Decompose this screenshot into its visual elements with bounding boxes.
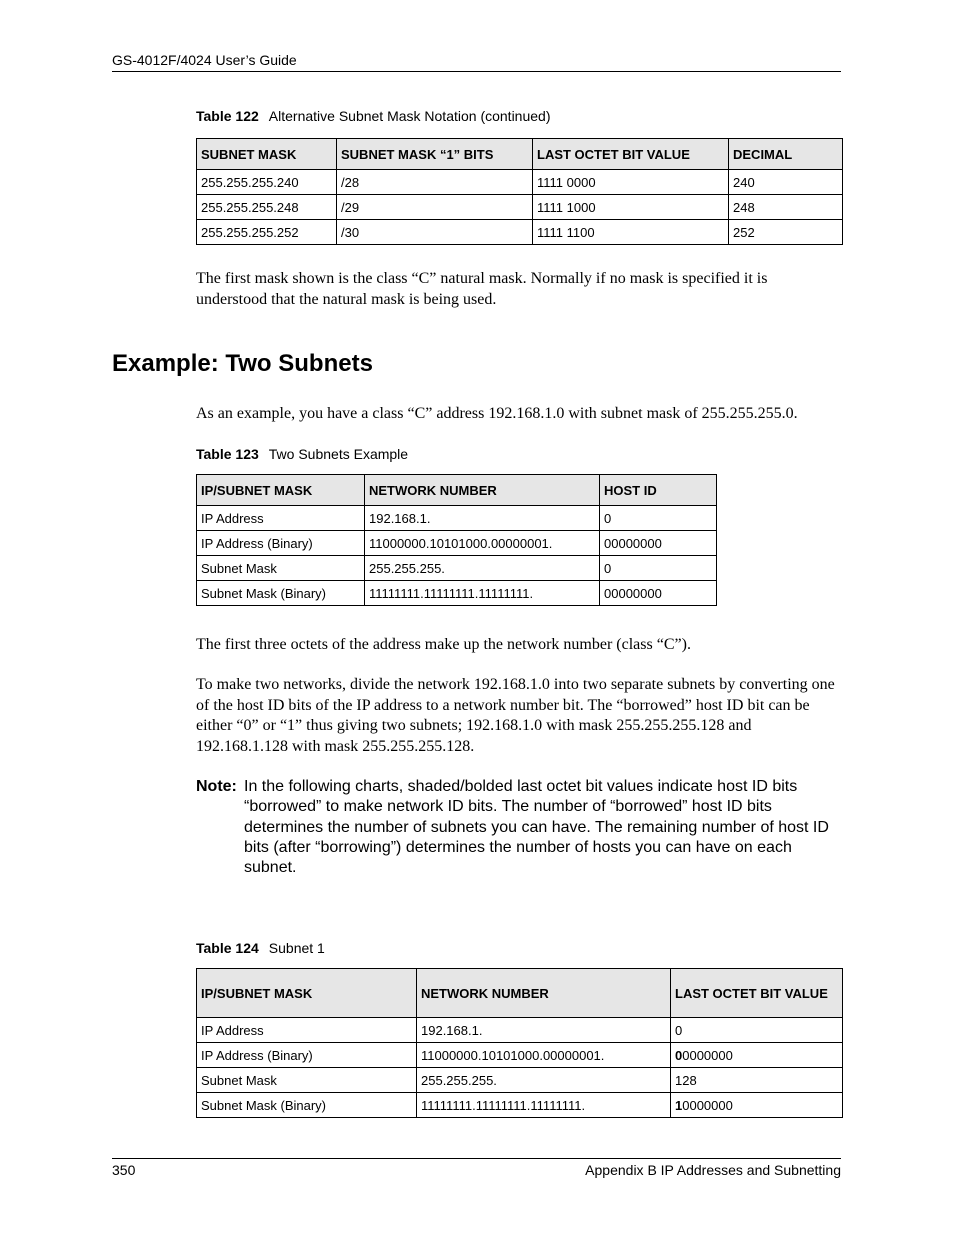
paragraph-natural-mask: The first mask shown is the class “C” natural mask. Normally if no mask is specified it is understood that the natural mask is being used. bbox=[196, 270, 768, 308]
table-cell: IP Address (Binary) bbox=[197, 531, 365, 556]
table-122-caption bbox=[196, 108, 551, 124]
column-header: SUBNET MASK “1” BITS bbox=[337, 139, 533, 170]
table-123 bbox=[196, 474, 717, 606]
remaining-bits: 128 bbox=[675, 1072, 697, 1088]
table-124-title: Subnet 1 bbox=[268, 940, 325, 956]
column-header: NETWORK NUMBER bbox=[365, 475, 600, 506]
table-cell: 192.168.1. bbox=[417, 1018, 671, 1043]
column-header: LAST OCTET BIT VALUE bbox=[533, 139, 729, 170]
table-cell: 255.255.255.252 bbox=[197, 220, 337, 245]
table-cell: 00000000 bbox=[600, 531, 717, 556]
paragraph-octets: The first three octets of the address make up the network number (class “C”). bbox=[196, 636, 691, 653]
table-cell: Subnet Mask (Binary) bbox=[197, 581, 365, 606]
note-label: Note: bbox=[196, 778, 237, 795]
table-124 bbox=[196, 968, 843, 1118]
column-header: IP/SUBNET MASK bbox=[197, 969, 417, 1018]
note-text: In the following charts, shaded/bolded last octet bit values indicate host ID bits “borrowed” to make network ID bits. The number of “borrowed” host ID bits determines the number of subnets you can have. The remaining number of host ID bits (after “borrowing”) determines the number of hosts you can have on each subnet. bbox=[244, 778, 829, 877]
table-header-row bbox=[197, 969, 843, 1018]
table-cell: /29 bbox=[337, 195, 533, 220]
table-cell: 00000000 bbox=[600, 581, 717, 606]
table-cell: 240 bbox=[729, 170, 843, 195]
table-row bbox=[197, 1068, 843, 1093]
header-title: GS-4012F/4024 User’s Guide bbox=[112, 52, 297, 68]
table-row bbox=[197, 220, 843, 245]
table-cell: 11000000.10101000.00000001. bbox=[365, 531, 600, 556]
table-row bbox=[197, 170, 843, 195]
table-cell: 248 bbox=[729, 195, 843, 220]
table-row bbox=[197, 195, 843, 220]
table-123-title: Two Subnets Example bbox=[268, 446, 409, 462]
table-124-number: Table 124 bbox=[196, 940, 259, 956]
table-row bbox=[197, 1093, 843, 1118]
table-cell: IP Address (Binary) bbox=[197, 1043, 417, 1068]
paragraph-two-networks: To make two networks, divide the network 192.168.1.0 into two separate subnets by converting one of the host ID bits of the IP address to a network number bit. The “borrowed” host ID bit can be either “0” or “1” thus giving two subnets; 192.168.1.0 with mask 255.255.255.128 and 192.168.1.128 with mask 255.255.255.128. bbox=[196, 676, 835, 755]
borrowed-bit: 1 bbox=[675, 1097, 683, 1113]
table-row bbox=[197, 506, 717, 531]
table-cell bbox=[671, 1043, 843, 1068]
table-122-title: Alternative Subnet Mask Notation (continued) bbox=[268, 108, 551, 124]
column-header: NETWORK NUMBER bbox=[417, 969, 671, 1018]
table-cell: 11111111.11111111.11111111. bbox=[365, 581, 600, 606]
table-cell bbox=[671, 1018, 843, 1043]
table-cell bbox=[671, 1093, 843, 1118]
table-122-number: Table 122 bbox=[196, 108, 259, 124]
table-cell: IP Address bbox=[197, 1018, 417, 1043]
table-cell: 11000000.10101000.00000001. bbox=[417, 1043, 671, 1068]
column-header: IP/SUBNET MASK bbox=[197, 475, 365, 506]
table-122 bbox=[196, 138, 843, 245]
table-cell: 255.255.255. bbox=[365, 556, 600, 581]
table-row bbox=[197, 581, 717, 606]
table-row bbox=[197, 531, 717, 556]
table-cell: Subnet Mask (Binary) bbox=[197, 1093, 417, 1118]
borrowed-bit: 0 bbox=[675, 1047, 683, 1063]
paragraph-example-intro: As an example, you have a class “C” address 192.168.1.0 with subnet mask of 255.255.255.0. bbox=[196, 405, 798, 422]
table-cell bbox=[671, 1068, 843, 1093]
table-123-number: Table 123 bbox=[196, 446, 259, 462]
column-header: SUBNET MASK bbox=[197, 139, 337, 170]
remaining-bits: 0 bbox=[675, 1022, 683, 1038]
footer-section-title: Appendix B IP Addresses and Subnetting bbox=[585, 1162, 841, 1178]
table-cell: 1111 1000 bbox=[533, 195, 729, 220]
table-cell: /28 bbox=[337, 170, 533, 195]
remaining-bits: 0000000 bbox=[682, 1047, 733, 1063]
table-cell: 1111 0000 bbox=[533, 170, 729, 195]
table-cell: Subnet Mask bbox=[197, 556, 365, 581]
header-rule bbox=[112, 71, 841, 72]
table-row bbox=[197, 1043, 843, 1068]
remaining-bits: 0000000 bbox=[682, 1097, 733, 1113]
note-block bbox=[196, 777, 841, 878]
table-row bbox=[197, 556, 717, 581]
column-header: LAST OCTET BIT VALUE bbox=[671, 969, 843, 1018]
table-123-caption bbox=[196, 446, 408, 462]
column-header: DECIMAL bbox=[729, 139, 843, 170]
page-number: 350 bbox=[112, 1162, 136, 1178]
table-124-caption bbox=[196, 940, 325, 956]
table-cell: IP Address bbox=[197, 506, 365, 531]
table-row bbox=[197, 1018, 843, 1043]
table-cell: 1111 1100 bbox=[533, 220, 729, 245]
table-header-row bbox=[197, 475, 717, 506]
table-cell: 255.255.255.248 bbox=[197, 195, 337, 220]
table-cell: 255.255.255. bbox=[417, 1068, 671, 1093]
table-cell: 0 bbox=[600, 506, 717, 531]
table-cell: 11111111.11111111.11111111. bbox=[417, 1093, 671, 1118]
table-cell: Subnet Mask bbox=[197, 1068, 417, 1093]
section-heading: Example: Two Subnets bbox=[112, 350, 373, 377]
table-cell: 252 bbox=[729, 220, 843, 245]
table-header-row bbox=[197, 139, 843, 170]
table-cell: 0 bbox=[600, 556, 717, 581]
table-cell: 192.168.1. bbox=[365, 506, 600, 531]
table-cell: 255.255.255.240 bbox=[197, 170, 337, 195]
table-cell: /30 bbox=[337, 220, 533, 245]
footer-rule bbox=[112, 1158, 841, 1159]
column-header: HOST ID bbox=[600, 475, 717, 506]
